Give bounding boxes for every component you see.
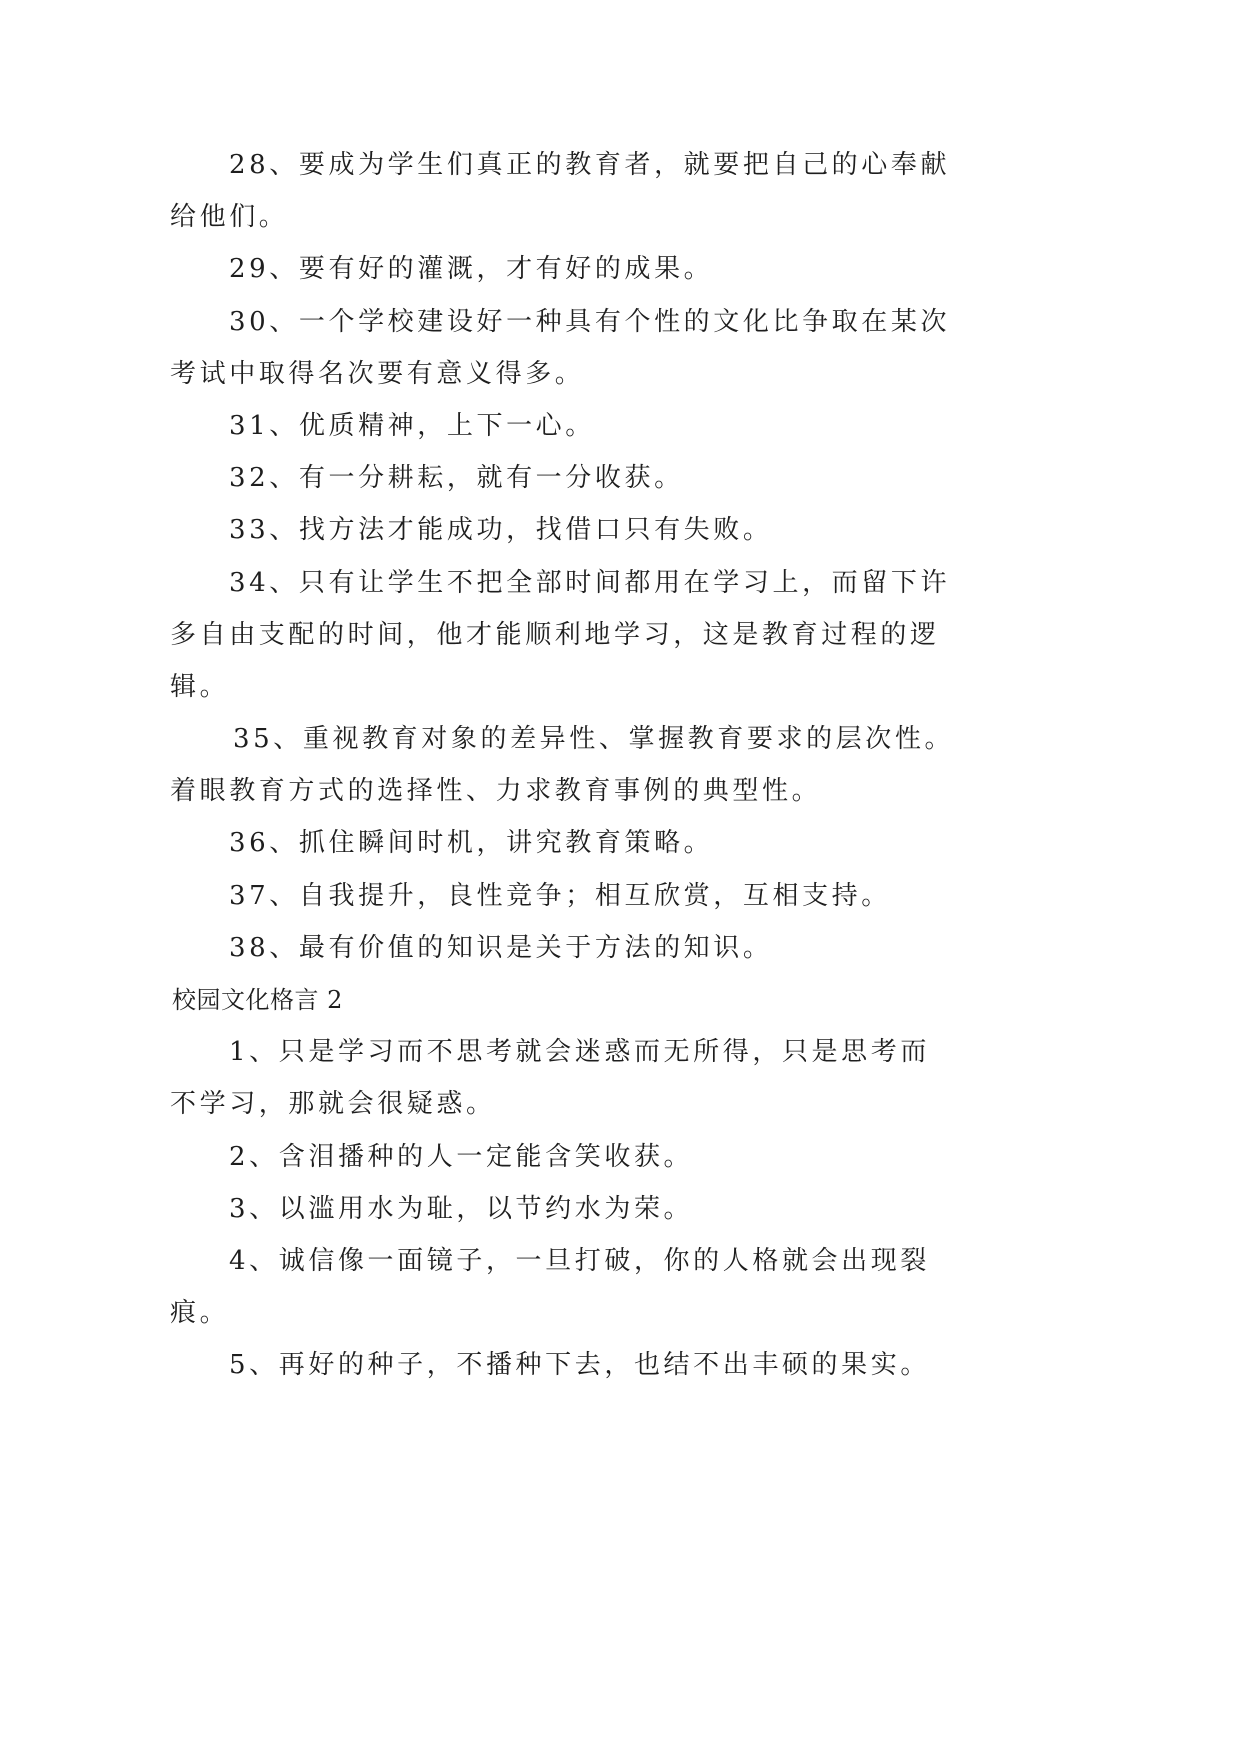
- paragraph-37: [170, 870, 1070, 922]
- paragraph-29: [170, 243, 1070, 295]
- paragraph-1: [170, 1026, 1070, 1130]
- paragraph-32: [170, 452, 1070, 504]
- paragraph-line: 29、要有好的灌溉，才有好的成果。: [229, 254, 714, 285]
- paragraph-line: 28、要成为学生们真正的教育者，就要把自己的心奉献: [229, 150, 951, 180]
- paragraph-28: [170, 139, 1070, 243]
- paragraph-line: 给他们。: [170, 202, 289, 233]
- paragraph-line: 不学习，那就会很疑惑。: [170, 1089, 496, 1120]
- paragraph-line: 33、找方法才能成功，找借口只有失败。: [229, 515, 773, 546]
- paragraph-4: [170, 1235, 1070, 1339]
- document-body: [170, 139, 1070, 1392]
- paragraph-line: 30、一个学校建设好一种具有个性的文化比争取在某次: [229, 306, 951, 337]
- paragraph-line: 31、优质精神，上下一心。: [229, 410, 595, 441]
- paragraph-line: 辑。: [170, 671, 230, 702]
- paragraph-34: [170, 557, 1070, 714]
- paragraph-line: 32、有一分耕耘，就有一分收获。: [229, 463, 684, 494]
- paragraph-line: 着眼教育方式的选择性、力求教育事例的典型性。: [170, 776, 822, 807]
- paragraph-36: [170, 817, 1070, 869]
- paragraph-line: 考试中取得名次要有意义得多。: [170, 358, 585, 389]
- paragraph-line: 37、自我提升，良性竞争；相互欣赏，互相支持。: [229, 880, 891, 911]
- paragraph-line: 36、抓住瞬间时机，讲究教育策略。: [229, 828, 714, 859]
- paragraph-3: [170, 1183, 1070, 1235]
- paragraph-38: [170, 922, 1070, 974]
- paragraph-line: 4、诚信像一面镜子，一旦打破，你的人格就会出现裂: [229, 1245, 930, 1276]
- paragraph-line: 1、只是学习而不思考就会迷惑而无所得，只是思考而: [229, 1037, 930, 1068]
- paragraph-35: [170, 713, 1070, 817]
- paragraph-line: 3、以滥用水为耻，以节约水为荣。: [229, 1193, 694, 1224]
- paragraph-30: [170, 296, 1070, 400]
- paragraph-line: 痕。: [170, 1298, 230, 1329]
- paragraph-33: [170, 504, 1070, 556]
- paragraph-line: 5、再好的种子，不播种下去，也结不出丰硕的果实。: [229, 1350, 930, 1381]
- section-heading: 校园文化格言 2: [172, 986, 343, 1014]
- paragraph-31: [170, 400, 1070, 452]
- paragraph-2: [170, 1131, 1070, 1183]
- paragraph-line: 多自由支配的时间，他才能顺利地学习，这是教育过程的逻: [170, 619, 940, 650]
- paragraph-line: 35、重视教育对象的差异性、掌握教育要求的层次性。: [233, 724, 955, 755]
- paragraph-line: 34、只有让学生不把全部时间都用在学习上，而留下许: [229, 567, 951, 598]
- paragraph-5: [170, 1339, 1070, 1391]
- paragraph-line: 2、含泪播种的人一定能含笑收获。: [229, 1141, 694, 1172]
- paragraph-line: 38、最有价值的知识是关于方法的知识。: [229, 932, 773, 963]
